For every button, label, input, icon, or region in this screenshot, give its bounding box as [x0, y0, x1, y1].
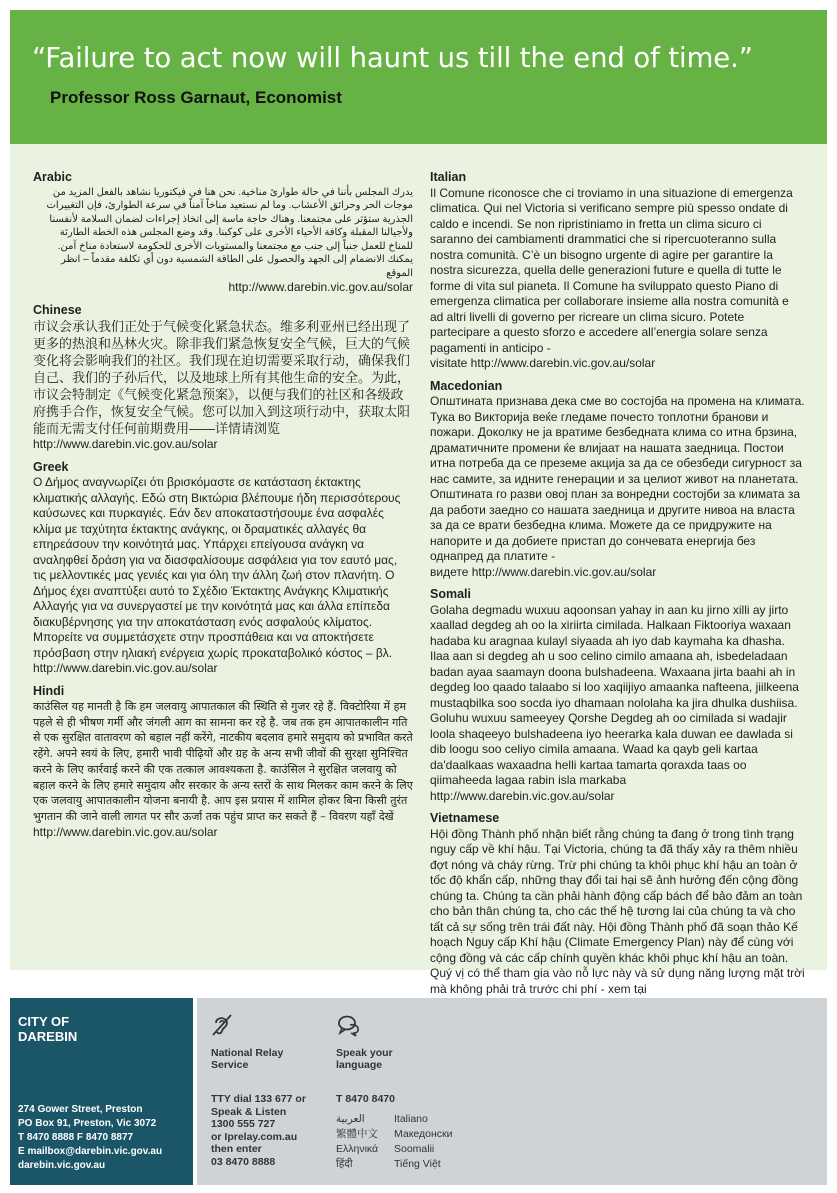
address-line: PO Box 91, Preston, Vic 3072 — [18, 1118, 157, 1129]
language-phone: T 8470 8470 — [336, 1093, 395, 1105]
language-item: Soomalii — [394, 1143, 435, 1155]
language-item: العربية — [336, 1113, 365, 1125]
solar-link[interactable]: http://www.darebin.vic.gov.au/solar — [430, 788, 615, 803]
address-line: 274 Gower Street, Preston — [18, 1104, 143, 1115]
language-item: Македонски — [394, 1128, 453, 1140]
relay-title: National Relay Service — [211, 1047, 284, 1071]
language-item: 繁體中文 — [336, 1128, 378, 1140]
section-text: 市议会承认我们正处于气候变化紧急状态。维多利亚州已经出现了更多的热浪和丛林火灾。除非我们紧急恢复安全气候，巨大的气候变化将会影响我们的社区。我们现在迫切需要采取行动，确保我们自己、我们的子孙后代，以及地球上所有其他生命的安全。为此，市议会特制定《气候变化紧急预案》，以便与我们的社区和各级政府携手合作，恢复安全气候。您可以加入到这项行动中，获取太阳能而无需支付任何前期费用——详情请浏览 — [33, 319, 411, 436]
section-text: Il Comune riconosce che ci troviamo in una situazione di emergenza climatica. Qui nel Victoria si verificano sempre più spesso ondate di caldo e incendi. Se non ripristiniamo in fretta un clima sicuro ci saranno dei cambiamenti drammatici che si ripercuoteranno sulla nostra comunità. C’è un bisogno urgente di agire per garantire la nostra sicurezza, quella delle generazioni future e quella di tutte le forme di vita sul pianeta. Il Comune ha sviluppato questo Piano di emergenza climatica per collaborare insieme alla nostra comunità e ad altri livelli di governo per ricreare un clima sicuro. Potete partecipare a questo sforzo e accedere all’energia solare senza pagamenti in anticipo - — [430, 185, 793, 355]
relay-line: 1300 555 727 — [211, 1118, 276, 1130]
solar-link[interactable]: http://www.darebin.vic.gov.au/solar — [33, 661, 218, 675]
section-title: Macedonian — [430, 378, 503, 393]
website-line[interactable]: darebin.vic.gov.au — [18, 1160, 106, 1171]
section-macedonian — [430, 379, 805, 581]
language-item: Italiano — [394, 1113, 428, 1125]
solar-link[interactable]: visitate http://www.darebin.vic.gov.au/solar — [430, 356, 656, 370]
ear-icon — [209, 1012, 235, 1038]
solar-link[interactable]: http://www.darebin.vic.gov.au/solar — [228, 280, 413, 294]
left-column — [33, 170, 413, 847]
section-text: Ο Δήμος αναγνωρίζει ότι βρισκόμαστε σε κατάσταση έκτακτης κλιματικής αλλαγής. Εδώ στη Βικτώρια βλέπουμε ήδη περισσότερους καύσωνες και πυρκαγιές. Εάν δεν αποκαταστήσουμε ένα ασφαλές κλίμα με ταχύτητα έκτακτης ανάγκης, οι δραματικές αλλαγές θα επηρεάσουν την κοινότητά μας. Υπάρχει επείγουσα ανάγκη να αναληφθεί δράση για να διασφαλίσουμε ασφάλεια για τον εαυτό μας, τις μελλοντικές μας γενιές και για όλη την άλλη ζωή στον πλανήτη. Ο Δήμος έχει αναπτύξει αυτό το Σχέδιο Έκτακτης Ανάγκης Κλιματικής Αλλαγής για να συνεργαστεί με την κοινότητά μας και άλλα επίπεδα διακυβέρνησης για την αποκατάσταση ενός ασφαλούς κλίματος. Μπορείτε να συμμετάσχετε στην προσπάθεια και να αποκτήσετε πρόσβαση στην ηλιακή ενέργεια χωρίς προκαταβολικό κόστος – βλ. — [33, 475, 401, 660]
header-banner — [10, 10, 827, 144]
section-title: Somali — [430, 587, 471, 601]
footer-services-panel — [197, 998, 827, 1185]
relay-line: Speak & Listen — [211, 1105, 287, 1118]
solar-link[interactable]: http://www.darebin.vic.gov.au/solar — [33, 437, 218, 451]
relay-line: 03 8470 8888 — [211, 1155, 276, 1168]
section-chinese — [33, 303, 413, 453]
email-line[interactable]: E mailbox@darebin.vic.gov.au — [18, 1146, 163, 1157]
section-text: يدرك المجلس بأننا في حالة طوارئ مناخية. نحن هنا في فيكتوريا نشاهد بالفعل المزيد من موجات الحر وحرائق الأعشاب. وما لم نستعيد مناخاً آمناً في سرعة الطوارئ، فإن التغييرات الجذرية ستؤثر على مجتمعنا. وهناك حاجة ماسة إلى اتخاذ إجراءات لضمان السلامة لأنفسنا ولأجيالنا المقبلة وكافة الأحياء الأخرى على كوكبنا. وقد وضع المجلس هذه الخطة الطارئة للمناخ للعمل جنباً إلى جنب مع مجتمعنا والمستويات الأخرى للحكومة لاستعادة مناخ آمن. يمكنك الانضمام إلى الجهد والحصول على الطاقة الشمسية دون أي تكلفة مقدماً – انظر الموقع — [46, 186, 413, 279]
language-item: हिंदी — [336, 1158, 353, 1170]
solar-link[interactable]: видете http://www.darebin.vic.gov.au/solar — [430, 564, 657, 579]
header-quote: “Failure to act now will haunt us till the end of time.” — [32, 42, 753, 74]
relay-line[interactable]: or Iprelay.com.au — [211, 1130, 298, 1143]
section-text: काउंसिल यह मानती है कि हम जलवायु आपातकाल की स्थिति से गुजर रहे हैं. विक्टोरिया में हम पहले से ही भीषण गर्मी और जंगली आग का सामना कर रहे है. जब तक हम आपातकालीन गति से एक सुरक्षित वातावरण को बहाल नहीं करेंगे, नाटकीय बदलाव हमारे समुदाय को प्रभावित करते रहेंगे. अपने स्वयं के लिए, हमारी भावी पीढ़ियों और ग्रह के अन्य सभी जीवों की सुरक्षा सुनिश्चित करने के लिए कार्रवाई करने की एक तत्काल आवश्यकता है. काउंसिल ने सुरक्षित जलवायु को बहाल करने के लिए हमारे समुदाय और सरकार के अन्य स्तरों के साथ मिलकर काम करने के लिए एक जलवायु आपातकालीन योजना बनायी है. आप इस प्रयास में शामिल होकर बिना किसी तुरंत भुगतान की जाने वाली लागत पर सौर ऊर्जा तक पहुंच प्राप्त कर सकते हैं – विवरण यहाँ देखें — [33, 700, 413, 823]
footer-contact-panel — [10, 998, 193, 1185]
phone-line: T 8470 8888 F 8470 8877 — [18, 1132, 134, 1143]
speech-bubbles-icon — [336, 1012, 362, 1038]
section-vietnamese — [430, 811, 805, 1013]
language-item: Tiếng Việt — [394, 1158, 441, 1170]
section-title: Hindi — [33, 683, 65, 698]
relay-line: then enter — [211, 1143, 262, 1155]
section-title: Greek — [33, 459, 69, 474]
section-italian — [430, 170, 805, 372]
section-arabic — [33, 170, 413, 296]
section-hindi — [33, 684, 413, 841]
relay-details — [211, 1093, 306, 1168]
council-address — [18, 1103, 162, 1173]
section-title: Italian — [430, 170, 467, 184]
council-logo: CITY OF DAREBIN — [18, 1014, 78, 1044]
language-list — [336, 1112, 474, 1172]
solar-link[interactable]: http://www.darebin.vic.gov.au/solar — [33, 824, 218, 839]
section-title: Vietnamese — [430, 811, 500, 825]
right-column — [430, 170, 805, 1020]
section-title: Chinese — [33, 302, 82, 317]
quote-attribution: Professor Ross Garnaut, Economist — [50, 88, 342, 107]
section-text: Golaha degmadu wuxuu aqoonsan yahay in aan ku jirno xilli ay jirto xaallad degdeg ah oo la xiriirta cimilada. Halkaan Fiktooriya waxaan hadaba ku aragnaa kulayl siyaada ah iyo dab kaymaha ka dhasha. Ilaa aan si degdeg ah u soo celino cimilo amaana ah, isbedeladaan badan ayaa saamayn doona bulshadeena. Waxaana jirta baahi ah in degdeg loo qaado talaabo si loo xaqiijiyo amaanka nafteena, jiilkeena mustaqbilka soo socda iyo dhamaan nololaha ka jira dhulka dushiisa. Goluhu wuxuu sameeyey Qorshe Degdeg ah oo cimilada si wadajir loola shaqeeyo bulshadeena iyo heerarka kala duwan ee dawlada si dib loogu soo celiyo cimila amaana. Waad ka qayb geli kartaa da'daalkaas waxaadna helli kartaa tamarta qoraxda taas oo qiimaheeda lagaa rabin isla markaba — [430, 602, 799, 787]
language-title: Speak your language — [336, 1047, 393, 1071]
section-somali — [430, 587, 805, 804]
section-greek — [33, 460, 413, 677]
relay-line: TTY dial 133 677 or — [211, 1093, 306, 1105]
language-item: Ελληνικά — [336, 1143, 379, 1155]
section-text: Hội đồng Thành phố nhận biết rằng chúng ta đang ở trong tình trạng nguy cấp về khí hậu. Tại Victoria, chúng ta đã thấy xảy ra thêm nhiều đợt nóng và cháy rừng. Trừ phi chúng ta khôi phục khí hậu an toàn ở tốc độ khẩn cấp, những thay đổi tai hại sẽ ảnh hưởng đến cộng đồng chúng ta. Chúng ta cần phải hành động cấp bách để bảo đảm an toàn cho bản thân chúng ta, cho các thế hệ tương lai của chúng ta và cho tất cả sự sống trên trái đất này. Hội đồng Thành phố đã soạn thảo Kế hoạch Nguy cấp Khí hậu (Climate Emergency Plan) này để cùng với cộng đồng và các cấp chính quyền khác khôi phục khí hậu an toàn. Quý vị có thể tham gia vào nỗ lực này và sử dụng năng lượng mặt trời mà không phải trả trước chi phí - xem tại — [430, 826, 805, 996]
section-text: Општината признава дека сме во состојба на промена на климата. Тука во Викторија веќе гледаме почесто топлотни бранови и пожари. Доколку не ја вратиме безбедната клима со итна брзина, драматичните промени ќе влијаат на нашата заедница. Постои итна потреба да се преземе акција за да се обезбеди сигурност за нас самите, за идните генерации и за целиот живот на планетата. Општината го разви овој план за вонредни состојби за климата за да работи заедно со нашата заедница и другите нивоа на власта за да се врати безбедна клима. Можете да се придружите на напорите и да добиете пристап до сончевата енергија без однапред да платите - — [430, 394, 805, 563]
section-title: Arabic — [33, 170, 72, 184]
